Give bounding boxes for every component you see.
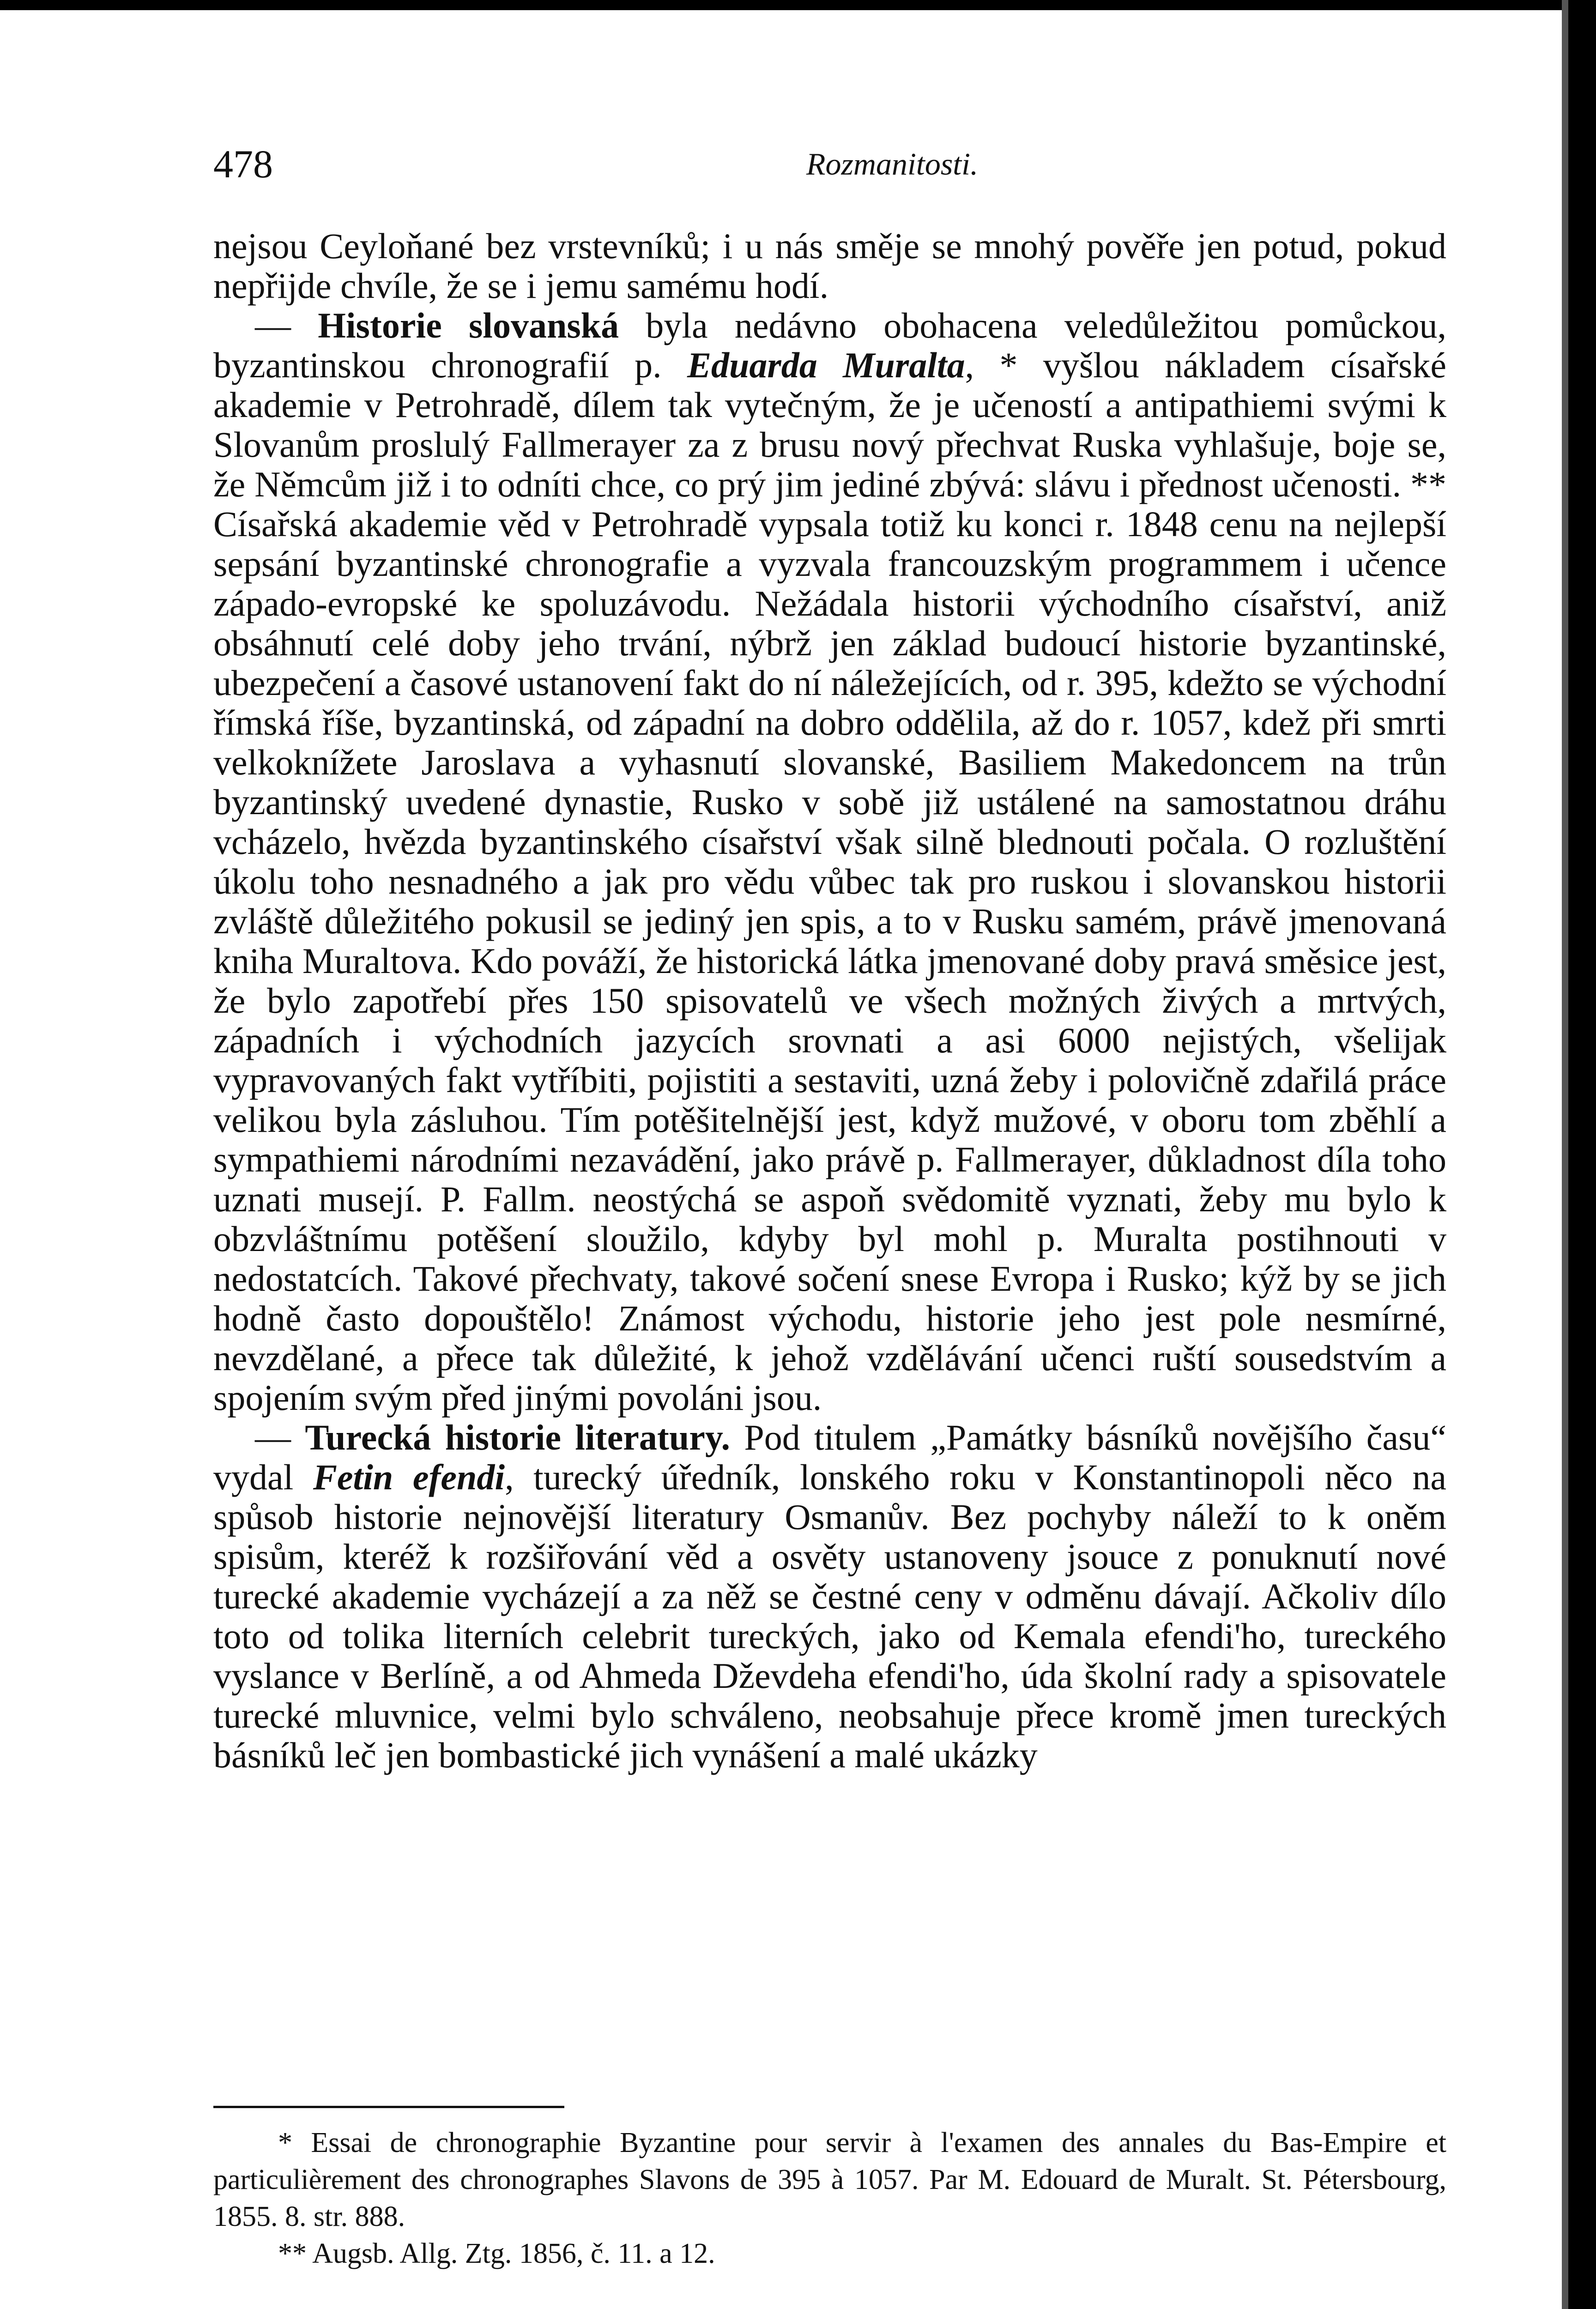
paragraph-dash: — [255,1417,305,1457]
scan-edge-right [1568,0,1596,2309]
running-title: Rozmanitosti. [806,146,979,181]
footnote-separator [213,2106,564,2108]
paragraph-dash: — [255,305,318,345]
author-name-muralt: Eduarda Muralta [687,345,965,385]
section-heading-historie-slovanska: Historie slovanská [318,305,619,345]
scan-edge-right-shadow [1562,0,1568,2309]
paragraph-text: nejsou Ceyloňané bez vrstevníků; i u nás směje se mnohý pověře jen potud, pokud nepřijde chvíle, že se i jemu samému hodí. [213,226,1446,306]
paragraph-text: , turecký úředník, lonského roku v Konstantinopoli něco na spůsob historie nejnovější literatury Osmanův. Bez pochyby náleží to k oněm spisům, kteréž k rozšiřování věd a osvěty ustanoveny jsouce z ponuknutí nové turecké akademie vycházejí a za něž se čestné ceny v odměnu dávají. Ačkoliv dílo toto od tolika literních celebrit tureckých, jako od Kemala efendi'ho, tureckého vyslance v Berlíně, a od Ahmeda Dževdeha efendi'ho, úda školní rady a spisovatele turecké mluvnice, velmi bylo schváleno, neobsahuje přece kromě jmen tureckých básníků leč jen bombastické jich vynášení a malé ukázky [213,1457,1446,1775]
body-text [213,226,1446,1775]
section-heading-turecka-historie: Turecká historie literatury. [305,1417,731,1457]
author-name-fetin-efendi: Fetin efendi [313,1457,505,1497]
paragraph-2 [213,306,1446,1418]
paragraph-text: byla nedávno obohacena veledůležitou pomůckou, byzantinskou chronografií p. [213,305,1447,385]
paragraph-text: Pod titulem „Památky básníků novějšího času“ vydal [213,1417,1446,1497]
footnote-2: ** Augsb. Allg. Ztg. 1856, č. 11. a 12. [278,2238,715,2269]
scan-edge-top [0,0,1596,10]
footnote-1: * Essai de chronographie Byzantine pour servir à l'examen des annales du Bas-Empire et particulièrement des chronographes Slavons de 395 à 1057. Par M. Edouard de Muralt. St. Pétersbourg, 1855. 8. str. 888. [213,2127,1446,2232]
footnotes [213,2124,1446,2272]
paragraph-text: , * vyšlou nákladem císařské akademie v Petrohradě, dílem tak vytečným, že je učeností a antipathiemi svými k Slovanům proslulý Fallmerayer za z brusu nový přechvat Ruska vyhlašuje, boje se, že Němcům již i to odníti chce, co prý jim jediné zbývá: slávu i přednost učenosti. ** Císařská akademie věd v Petrohradě vypsala totiž ku konci r. 1848 cenu na nejlepší sepsání byzantinské chronografie a vyzvala francouzským programmem i učence západo-evropské ke spoluzávodu. Nežádala historii východního císařství, aniž obsáhnutí celé doby jeho trvání, nýbrž jen základ budoucí historie byzantinské, ubezpečení a časové ustanovení fakt do ní náležejících, od r. 395, kdežto se východní římská říše, byzantinská, od západní na dobro oddělila, až do r. 1057, kdež při smrti velkoknížete Jaroslava a vyhasnutí slovanské, Basiliem Makedoncem na trůn byzantinský uvedené dynastie, Rusko v sobě již ustálené na samostatnou dráhu vcházelo, hvězda byzantinského císařství však silně blednouti počala. O rozluštění úkolu toho nesnadného a jak pro vědu vůbec tak pro ruskou i slovanskou historii zvláště důležitého pokusil se jediný jen spis, a to v Rusku samém, právě jmenovaná kniha Muraltova. Kdo pováží, že historická látka jmenované doby pravá směsice jest, že bylo zapotřebí přes 150 spisovatelů ve všech možných živých a mrtvých, západních i východních jazycích srovnati a asi 6000 nejistých, všelijak vypravovaných fakt vytříbiti, pojistiti a sestaviti, uzná žeby i polovičně zdařilá práce velikou byla zásluhou. Tím potěšitelnější jest, když mužové, v oboru tom zběhlí a sympathiemi národními nezavádění, jako právě p. Fallmerayer, důkladnost díla toho uznati musejí. P. Fallm. neostýchá se aspoň svědomitě vyznati, žeby mu bylo k obzvláštnímu potěšení sloužilo, kdyby byl mohl p. Muralta postihnouti v nedostatcích. Takové přechvaty, takové sočení snese Evropa i Rusko; kýž by se jich hodně často dopouštělo! Známost východu, historie jeho jest pole nesmírné, nevzdělané, a přece tak důležité, k jehož vzdělávání učenci ruští sousedstvím a spojením svým před jinými povoláni jsou. [213,345,1446,1418]
page-number: 478 [213,142,273,186]
paragraph-1 [213,226,1446,306]
page-header [213,139,1446,199]
paragraph-3 [213,1418,1446,1775]
